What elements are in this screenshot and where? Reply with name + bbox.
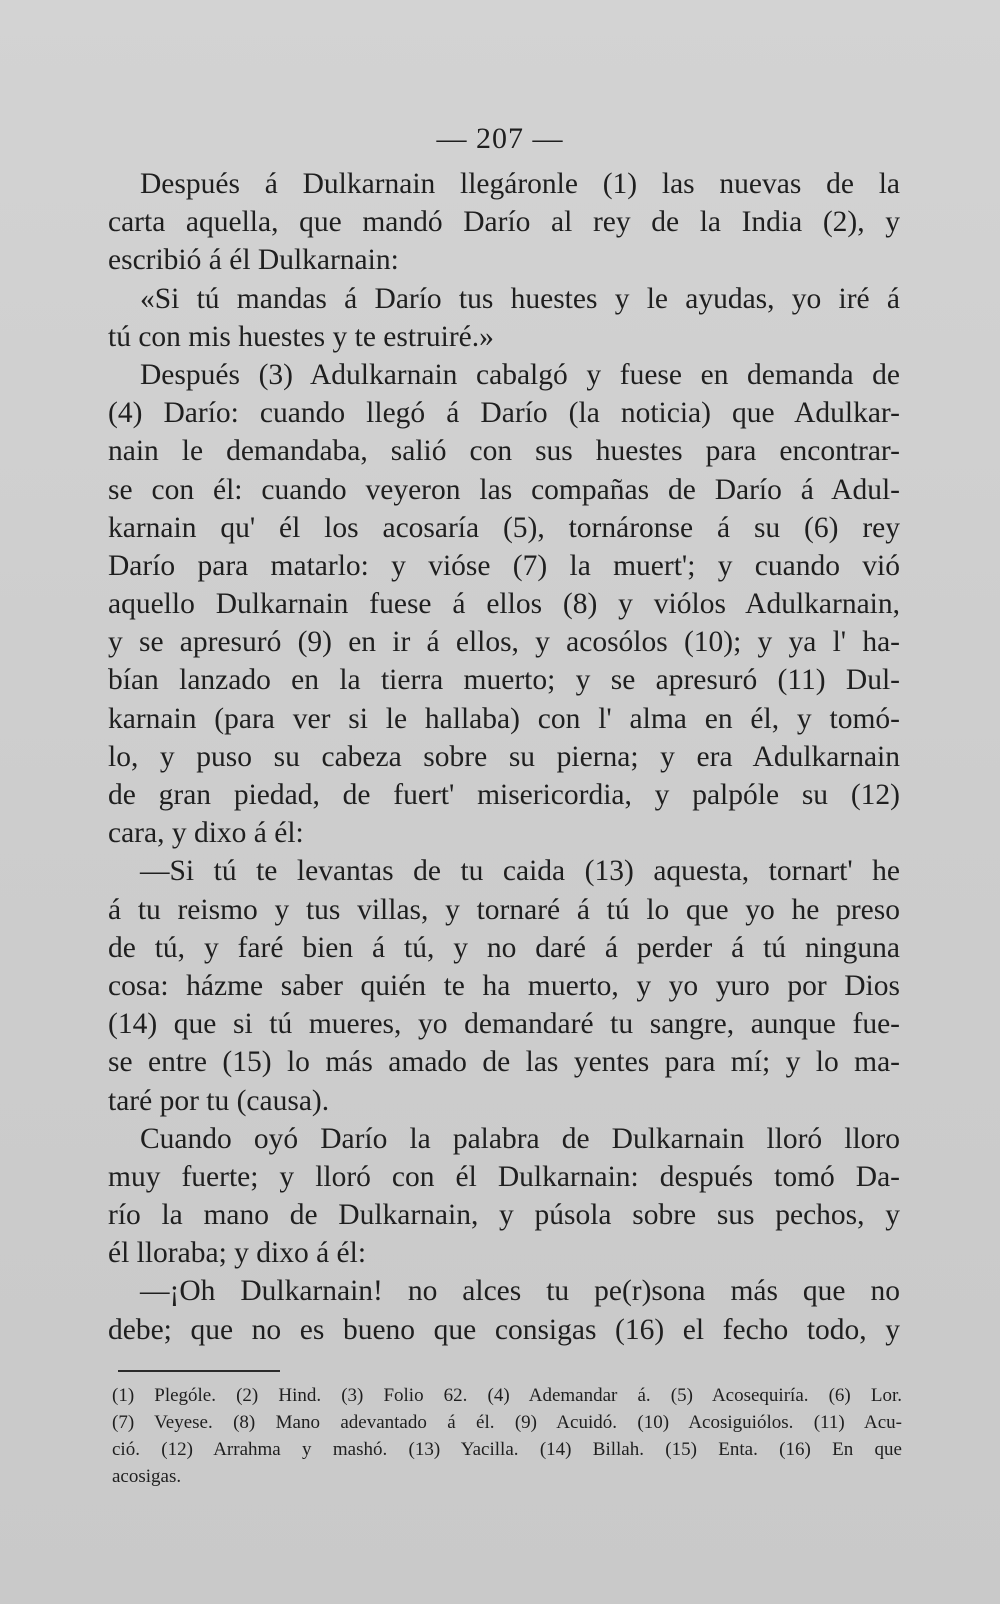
text-line: nain le demandaba, salió con sus huestes para encontrar- <box>108 435 900 468</box>
text-line: lo, y puso su cabeza sobre su pierna; y era Adulkarnain <box>108 740 900 773</box>
text-line: aquello Dulkarnain fuese á ellos (8) y viólos Adulkarnain, <box>108 588 900 621</box>
text-line: bían lanzado en la tierra muerto; y se apresuró (11) Dul- <box>108 664 900 697</box>
footnotes <box>112 1382 902 1490</box>
text-line: (4) Darío: cuando llegó á Darío (la noticia) que Adulkar- <box>108 397 900 430</box>
text-line: y se apresuró (9) en ir á ellos, y acosólos (10); y ya l' ha- <box>108 626 900 659</box>
text-line: él lloraba; y dixo á él: <box>108 1237 367 1270</box>
text-line: á tu reismo y tus villas, y tornaré á tú lo que yo he preso <box>108 893 900 926</box>
text-line: karnain qu' él los acosaría (5), tornáronse á su (6) rey <box>108 511 900 544</box>
footnote-line: ció. (12) Arrahma y mashó. (13) Yacilla. (14) Billah. (15) Enta. (16) En que <box>112 1439 902 1460</box>
text-line: —¡Oh Dulkarnain! no alces tu pe(r)sona más que no <box>140 1275 900 1308</box>
page-number: — 207 — <box>436 122 564 155</box>
text-line: carta aquella, que mandó Darío al rey de la India (2), y <box>108 206 900 239</box>
text-line: Después á Dulkarnain llegáronle (1) las nuevas de la <box>140 168 900 200</box>
text-line: —Si tú te levantas de tu caida (13) aquesta, tornart' he <box>140 855 900 888</box>
text-line: Darío para matarlo: y vióse (7) la muert'; y cuando vió <box>108 549 900 582</box>
body-text <box>108 165 900 1349</box>
text-line: karnain (para ver si le hallaba) con l' alma en él, y tomó- <box>108 702 900 735</box>
text-line: Después (3) Adulkarnain cabalgó y fuese en demanda de <box>140 358 900 391</box>
text-line: Cuando oyó Darío la palabra de Dulkarnain lloró lloro <box>140 1122 900 1155</box>
text-line: se entre (15) lo más amado de las yentes para mí; y lo ma- <box>108 1046 900 1079</box>
text-line: río la mano de Dulkarnain, y púsola sobre sus pechos, y <box>108 1199 900 1232</box>
footnote-line: (1) Plególe. (2) Hind. (3) Folio 62. (4) Ademandar á. (5) Acosequiría. (6) Lor. <box>112 1385 902 1406</box>
text-line: se con él: cuando veyeron las compañas de Darío á Adul- <box>108 473 900 506</box>
text-line: tú con mis huestes y te estruiré.» <box>108 320 494 353</box>
text-line: escribió á él Dulkarnain: <box>108 244 399 277</box>
text-line: taré por tu (causa). <box>108 1084 330 1117</box>
text-line: de tú, y faré bien á tú, y no daré á perder á tú ninguna <box>108 931 900 964</box>
footnote-divider <box>118 1370 280 1372</box>
text-line: de gran piedad, de fuert' misericordia, y palpóle su (12) <box>108 779 900 811</box>
footnote-line: acosigas. <box>112 1466 182 1487</box>
text-line: cosa: házme saber quién te ha muerto, y yo yuro por Dios <box>108 969 900 1002</box>
text-line: debe; que no es bueno que consigas (16) el fecho todo, y <box>108 1313 900 1346</box>
footnote-line: (7) Veyese. (8) Mano adevantado á él. (9) Acuidó. (10) Acosiguiólos. (11) Acu- <box>112 1412 902 1433</box>
text-line: cara, y dixo á él: <box>108 817 304 850</box>
text-line: muy fuerte; y lloró con él Dulkarnain: después tomó Da- <box>108 1160 900 1193</box>
text-line: «Si tú mandas á Darío tus huestes y le ayudas, yo iré á <box>140 282 900 315</box>
text-line: (14) que si tú mueres, yo demandaré tu sangre, aunque fue- <box>108 1008 900 1041</box>
